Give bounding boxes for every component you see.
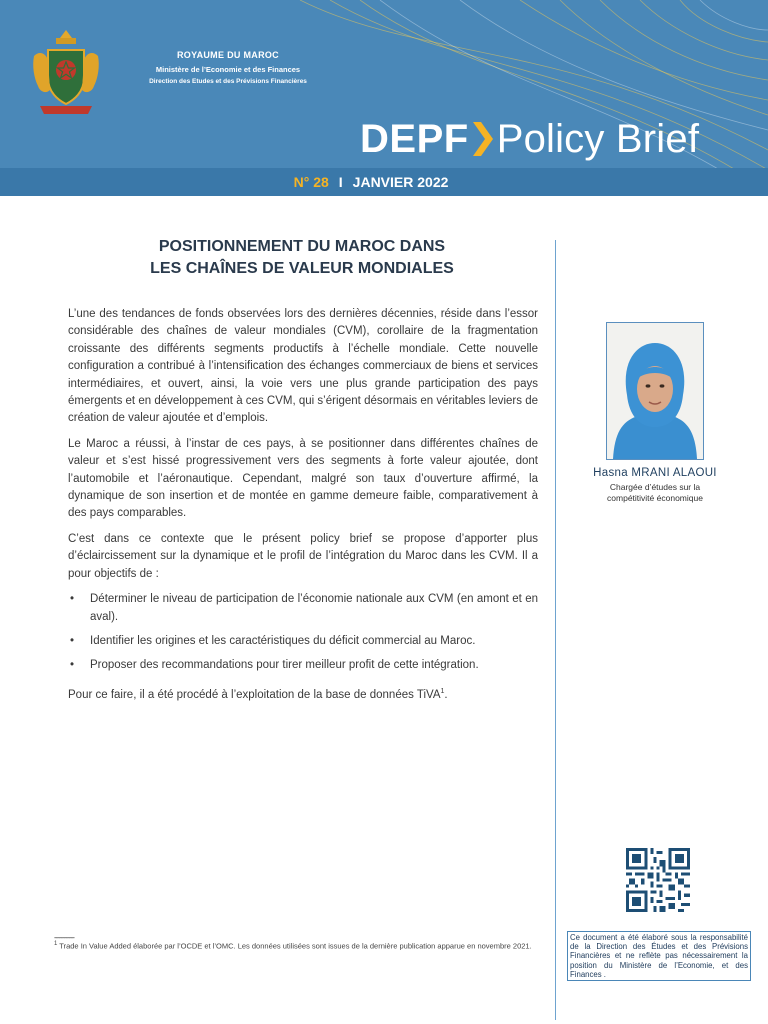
author-role [575,482,735,504]
list-item-text: Identifier les origines et les caractéristiques du déficit commercial au Maroc. [90,634,476,647]
directorate-name: Direction des Etudes et des Prévisions Financières [149,78,307,85]
method-text-end: . [444,688,448,701]
issue-info [0,168,742,196]
list-item-text: Déterminer le niveau de participation de l’économie nationale aux CVM (en amont et en aval). [90,593,538,623]
ministry-name: Ministère de l’Economie et des Finances [155,65,301,74]
paragraph-context: C’est dans ce contexte que le présent policy brief se propose d’apporter plus d’éclaircissement sur la dynamique et le profil de l’intégration du Maroc dans les CVM. Il a pour objectifs de : [68,532,538,580]
paragraph-method [68,683,538,704]
list-item [68,657,538,674]
author-role-line-1: Chargée d’études sur la [609,482,701,492]
header-banner [0,0,768,196]
qr-code-icon[interactable] [626,848,690,912]
issue-number: N° 28 [293,174,329,190]
title-line-2: LES CHAÎNES DE VALEUR MONDIALES [150,260,454,277]
author-name: Hasna MRANI ALAOUI [593,467,717,479]
column-divider [555,240,556,1020]
issue-date: JANVIER 2022 [352,174,449,190]
issue-separator: I [338,174,343,190]
bullet-icon: • [70,634,75,647]
disclaimer-box: Ce document a été élaboré sous la responsabilité de la Direction des Études et des Prévisions Financières et ne reflète pas nécessairement la position du Ministère de l’Economie, et des Finances . [567,931,751,981]
institution-block [118,50,338,85]
footnote-number: 1 [54,941,58,947]
list-item-text: Proposer des recommandations pour tirer meilleur profit de cette intégration. [90,659,479,672]
bullet-icon: • [70,659,75,672]
paragraph-morocco: Le Maroc a réussi, à l’instar de ces pays, à se positionner dans différentes chaînes de valeur et s’est hissé progressivement vers des segments à forte valeur ajoutée, dont l’automobile et l’aéronautique. Cependant, malgré son taux d’ouverture affirmé, la dynamique de son insertion et de montée en gamme demeure faible, comparativement à des pays comparables. [68,437,538,520]
title-line-1: POSITIONNEMENT DU MAROC DANS [158,238,446,255]
footnote-text: Trade In Value Added élaborée par l’OCDE et l’OMC. Les données utilisées sont issues de la dernière publication apparue en novembre 2021. [57,941,532,951]
footnote [54,940,538,951]
author-role-line-2: compétitivité économique [607,493,703,503]
method-text: Pour ce faire, il a été procédé à l’exploitation de la base de données TiVA [68,688,441,701]
main-text [68,306,538,712]
list-item [68,591,538,626]
bullet-icon: • [70,593,75,606]
paragraph-intro: L’une des tendances de fonds observées lors des dernières décennies, réside dans l’essor considérable des chaînes de valeur mondiales (CVM), corollaire de la fragmentation croissante des différents segments productifs à l’échelle mondiale. Cette nouvelle configuration a contribué à l’intensification des échanges commerciaux de biens et services intermédiaires, et ouvert, ainsi, la voie vers une plus grande participation des pays émergents et en développement à ces CVM, qui s’érigent désormais en véritables leviers de création de valeur ajoutée et d’emplois. [68,308,538,425]
moroccan-coat-of-arms-icon [26,26,106,122]
footnote-separator: ------------ [54,933,74,942]
decorative-curves-icon [0,0,768,196]
author-portrait-icon [607,323,703,459]
footnote-reference-link[interactable]: 1 [440,687,445,695]
author-photo [606,322,704,460]
chevron-right-icon [473,122,493,156]
brand-depf: DEPF [360,116,469,161]
list-item [68,633,538,650]
objectives-list [68,591,538,675]
page-title [60,236,544,280]
brand-policy-brief: Policy Brief [496,116,700,161]
institution-name: ROYAUME DU MAROC [177,50,279,60]
brand-logo [360,114,699,164]
author-info [575,467,735,504]
